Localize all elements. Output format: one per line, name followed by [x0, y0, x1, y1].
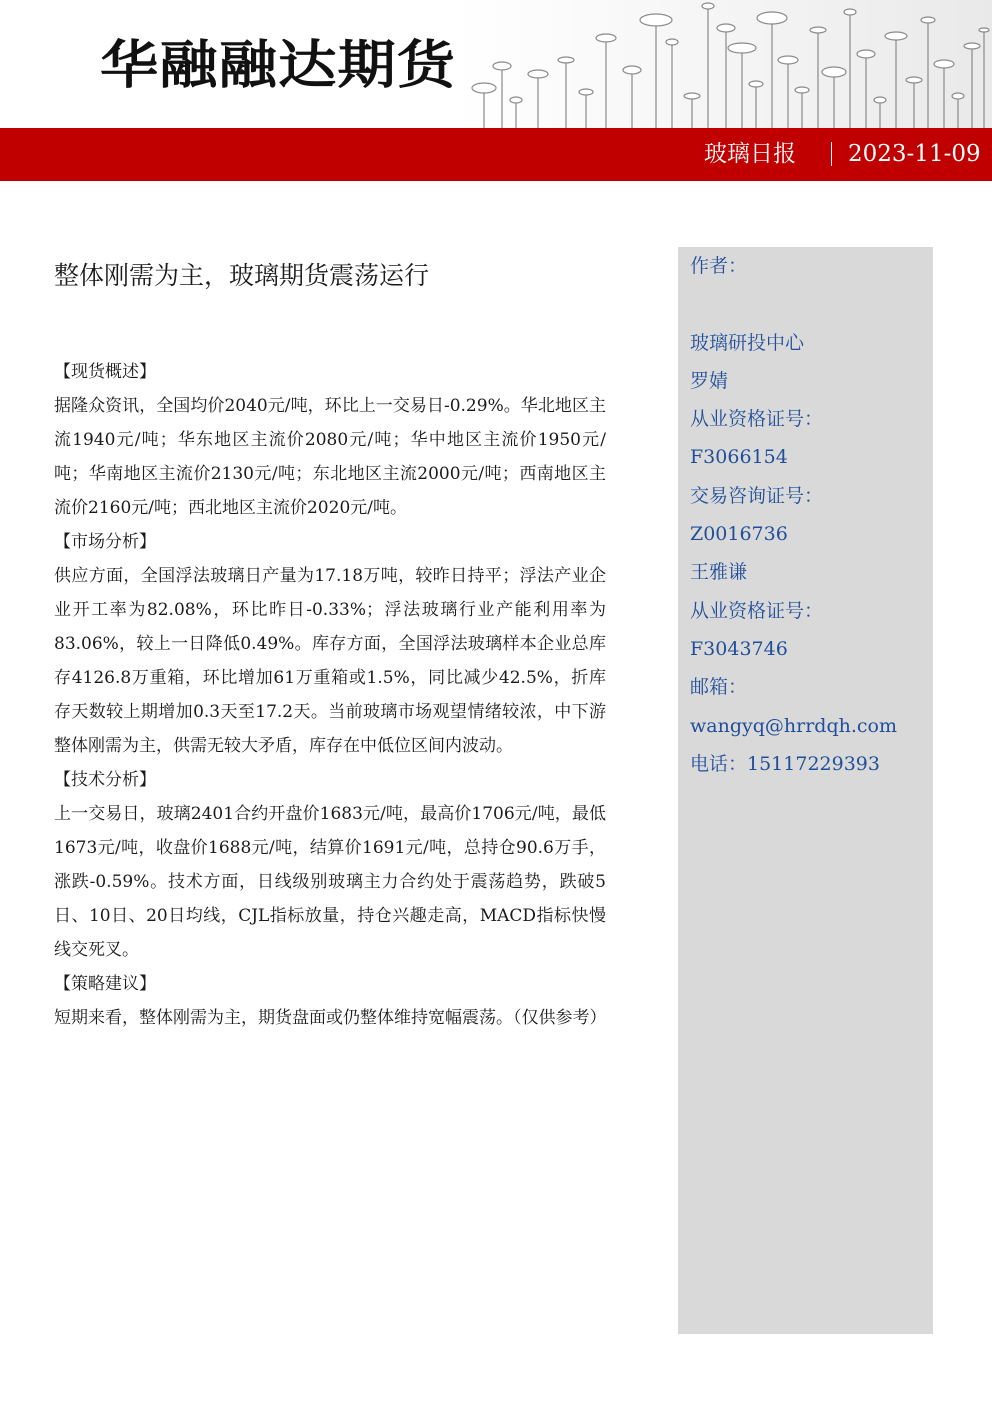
deco-bubble: [528, 70, 548, 78]
bubble-pattern-graphic: [456, 0, 992, 128]
section-spot-overview: [54, 355, 606, 525]
author-name: 王雅谦: [690, 561, 748, 584]
qualification-number: F3043746: [690, 637, 788, 660]
deco-bubble: [921, 17, 935, 23]
band-separator: [831, 142, 832, 166]
deco-bubble: [728, 43, 756, 53]
author-name: 罗婧: [690, 369, 729, 392]
author-info: [690, 247, 930, 783]
deco-bubble: [684, 93, 700, 99]
section-technical-analysis: [54, 763, 606, 967]
deco-bubble: [822, 67, 846, 77]
report-name: 玻璃日报: [704, 141, 796, 167]
phone-number: 电话：15117229393: [690, 752, 880, 775]
deco-bubble: [666, 39, 678, 45]
email-label: 邮箱：: [690, 676, 748, 699]
section-text: 上一交易日，玻璃2401合约开盘价1683元/吨，最高价1706元/吨，最低1673元/吨，收盘价1688元/吨，结算价1691元/吨，总持仓90.6万手，涨跌-0.59%。技术方面，日线级别玻璃主力合约处于震荡趋势，跌破5日、10日、20日均线，CJL指标放量，持仓兴趣走高，MACD指标快慢线交死叉。: [54, 804, 606, 960]
deco-bubble: [844, 9, 856, 15]
qualification-number: F3066154: [690, 446, 788, 469]
section-text: 供应方面，全国浮法玻璃日产量为17.18万吨，较昨日持平；浮法产业企业开工率为82.08%，环比昨日-0.33%；浮法玻璃行业产能利用率为83.06%，较上一日降低0.49%。库存方面，全国浮法玻璃样本企业总库存4126.8万重箱，环比增加61万重箱或1.5%，同比减少42.5%，折库存天数较上期增加0.3天至17.2天。当前玻璃市场观望情绪较浓，中下游整体刚需为主，供需无较大矛盾，库存在中低位区间内波动。: [54, 566, 606, 756]
company-logo: 华融融达期货: [100, 36, 457, 96]
section-heading: 【技术分析】: [54, 770, 156, 790]
deco-bubble: [510, 97, 522, 103]
report-date: 2023-11-09: [848, 141, 981, 167]
section-heading: 【策略建议】: [54, 974, 156, 994]
deco-bubble: [640, 14, 672, 26]
deco-bubble: [795, 87, 809, 93]
header-band: [0, 128, 992, 181]
deco-bubble: [702, 3, 714, 9]
deco-bubble: [757, 12, 787, 24]
section-strategy: [54, 967, 606, 1035]
deco-bubble: [934, 60, 954, 68]
deco-bubble: [493, 62, 511, 70]
consulting-number: Z0016736: [690, 523, 788, 546]
deco-bubble: [906, 77, 922, 83]
deco-bubble: [964, 43, 980, 49]
consulting-label: 交易咨询证号：: [690, 484, 824, 507]
deco-bubble: [623, 66, 641, 74]
deco-bubble: [885, 32, 907, 40]
deco-bubble: [596, 34, 616, 42]
article-title: 整体刚需为主，玻璃期货震荡运行: [54, 261, 430, 290]
qualification-label: 从业资格证号：: [690, 408, 824, 431]
deco-bubble: [717, 24, 735, 32]
section-heading: 【市场分析】: [54, 532, 156, 552]
article-body: [54, 355, 606, 1035]
deco-bubble: [952, 93, 964, 99]
section-text: 据隆众资讯，全国均价2040元/吨，环比上一交易日-0.29%。华北地区主流1940元/吨；华东地区主流价2080元/吨；华中地区主流价1950元/吨；华南地区主流价2130元/吨；东北地区主流2000元/吨；西南地区主流价2160元/吨；西北地区主流价2020元/吨。: [54, 396, 606, 518]
deco-bubble: [874, 97, 886, 103]
header-decoration: [456, 0, 992, 128]
deco-bubble: [579, 89, 593, 95]
deco-bubble: [749, 81, 763, 87]
deco-bubble: [979, 28, 989, 32]
email-address: wangyq@hrrdqh.com: [690, 714, 897, 737]
deco-bubble: [472, 83, 496, 93]
deco-bubble: [857, 50, 875, 58]
author-team: 玻璃研投中心: [690, 331, 805, 354]
section-text: 短期来看，整体刚需为主，期货盘面或仍整体维持宽幅震荡。（仅供参考）: [54, 1008, 607, 1028]
deco-bubble: [810, 27, 826, 33]
section-heading: 【现货概述】: [54, 362, 156, 382]
section-market-analysis: [54, 525, 606, 763]
author-sidebar: [678, 247, 933, 1334]
deco-bubble: [778, 56, 798, 64]
author-label: 作者：: [690, 255, 748, 277]
qualification-label: 从业资格证号：: [690, 599, 824, 622]
deco-bubble: [558, 57, 574, 63]
